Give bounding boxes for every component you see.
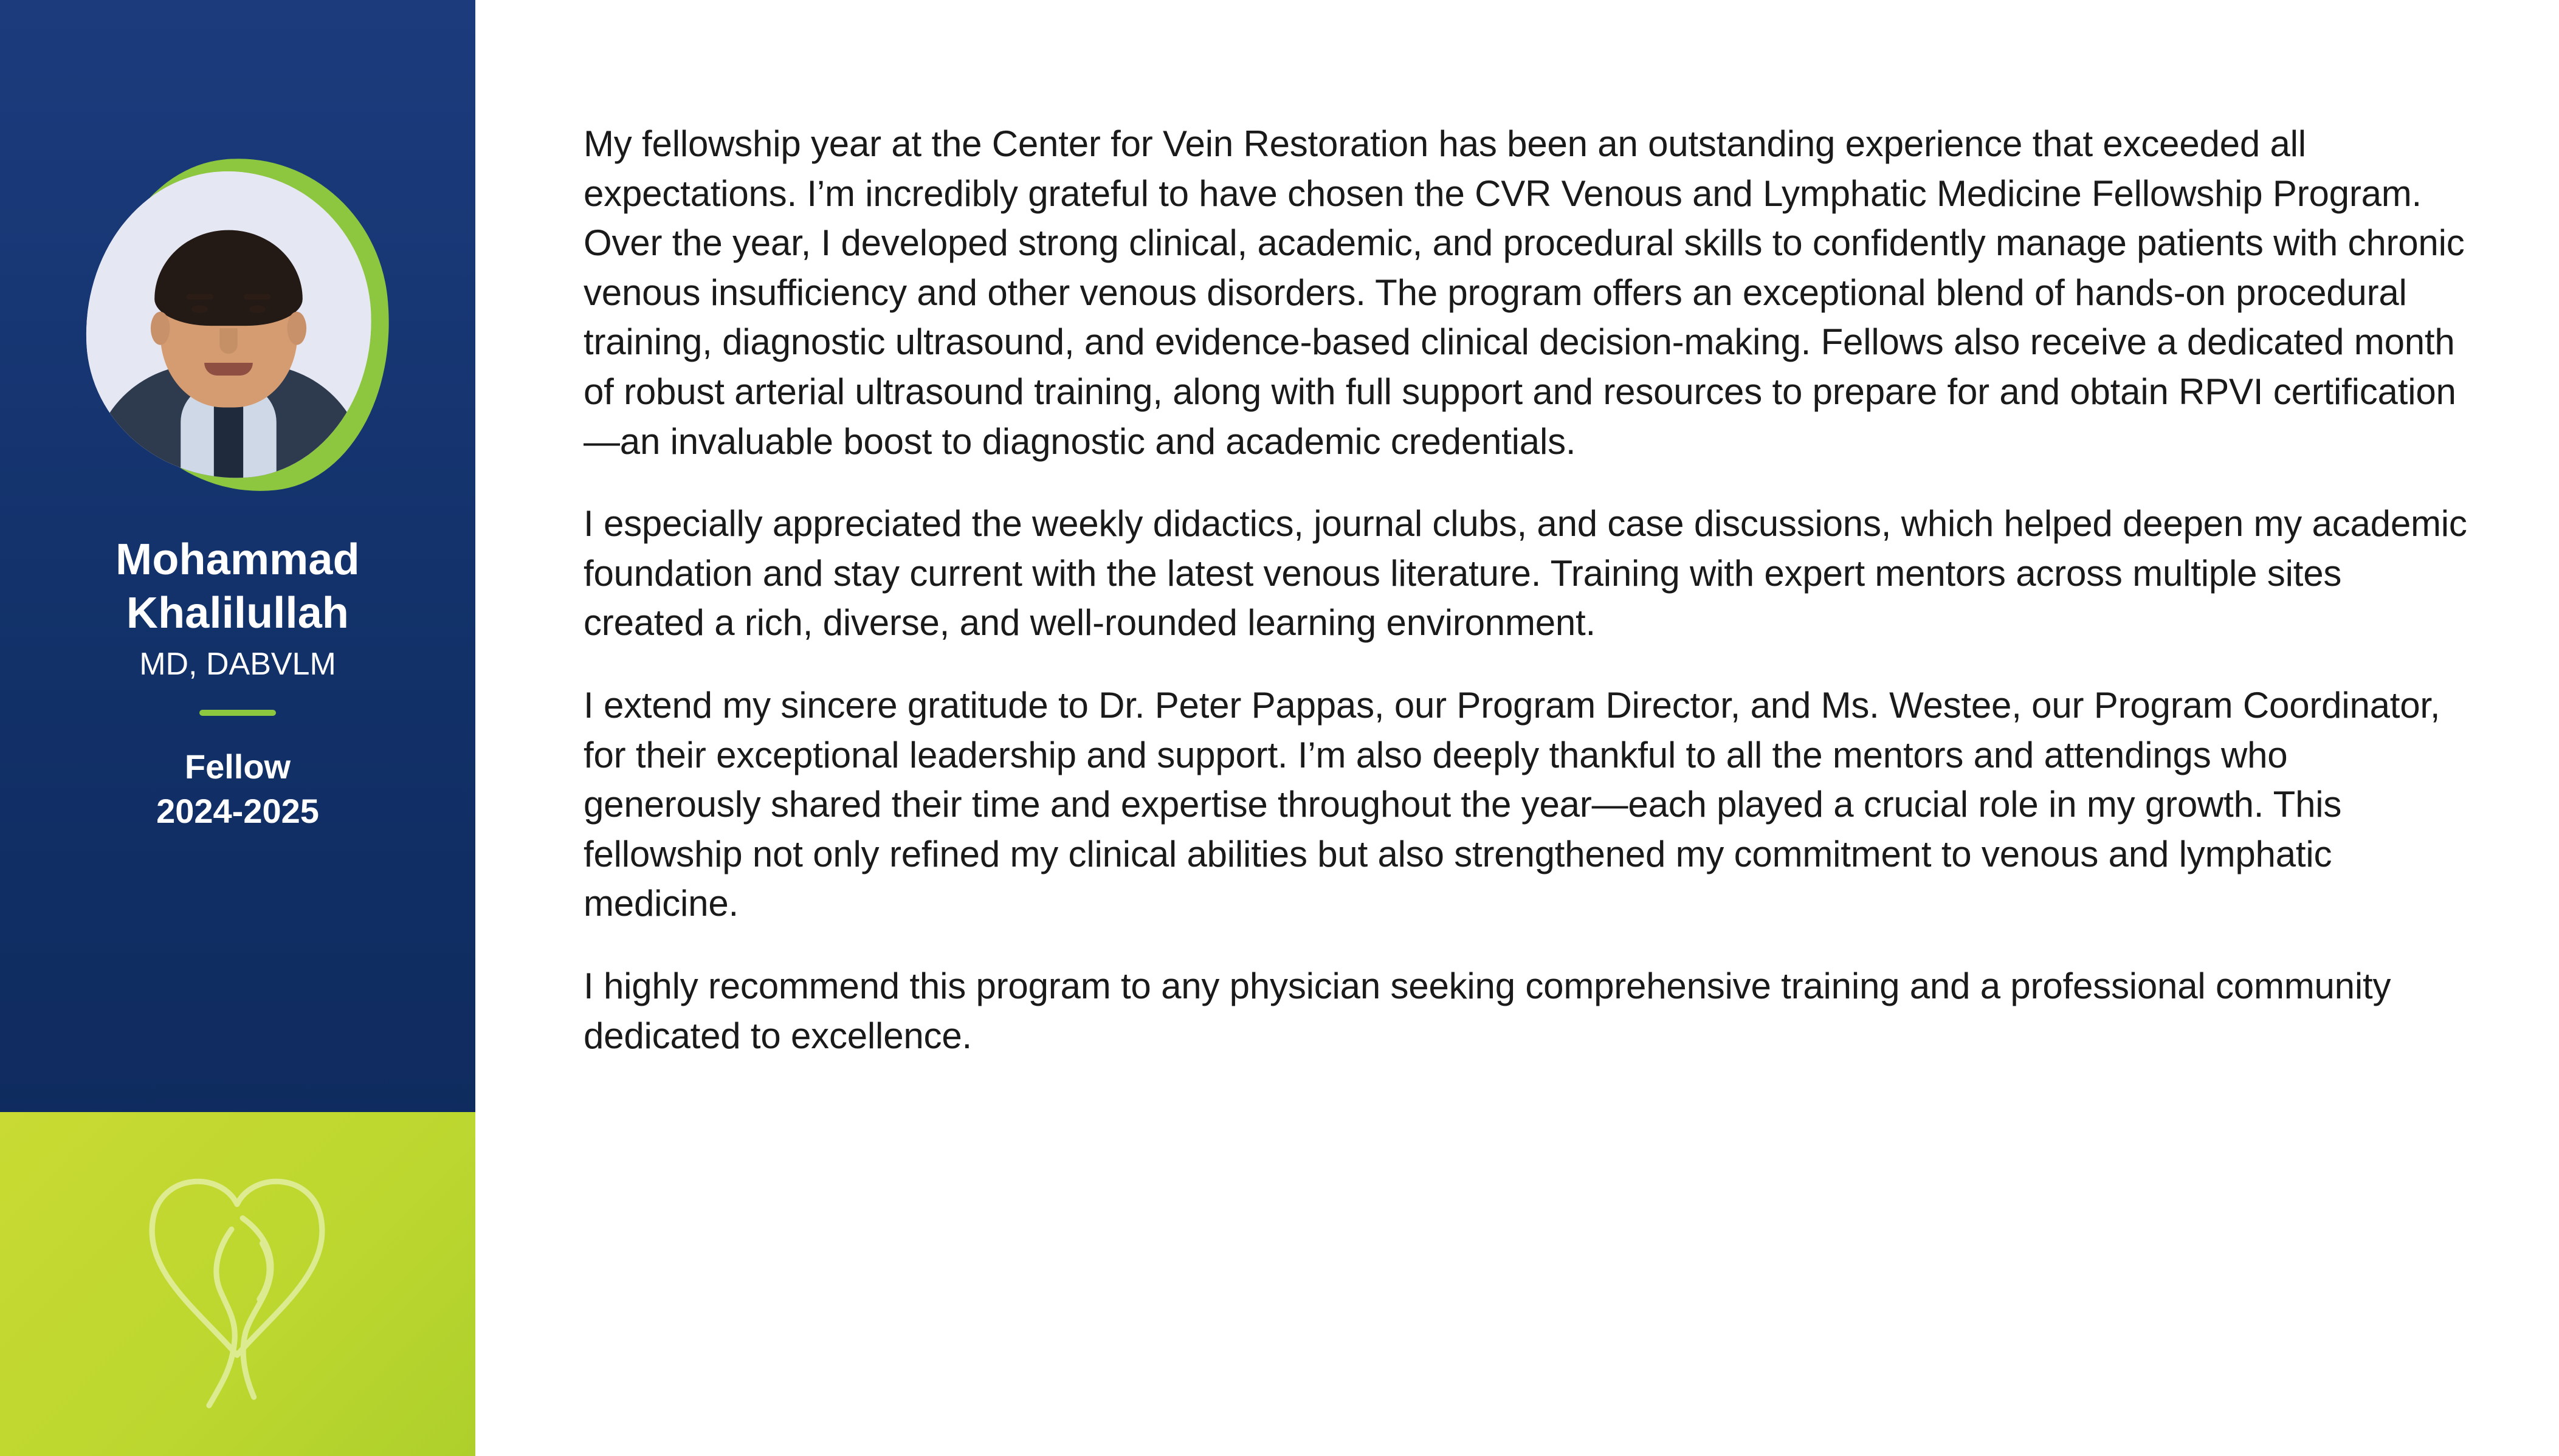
profile-name-line2: Khalilullah	[126, 588, 350, 637]
profile-role: Fellow	[184, 747, 291, 786]
profile-name	[43, 534, 432, 640]
testimonial-body	[475, 0, 2559, 1456]
profile-credentials: MD, DABVLM	[139, 646, 336, 682]
portrait-eye-left	[191, 305, 208, 313]
profile-years: 2024-2025	[156, 791, 319, 830]
cvr-heart-leg-logo-icon	[97, 1142, 377, 1428]
profile-sidebar	[0, 0, 475, 1456]
portrait-ear-right	[288, 312, 306, 345]
avatar	[67, 152, 408, 498]
sidebar-footer	[0, 1112, 475, 1456]
portrait-tie	[214, 400, 243, 486]
testimonial-paragraph: My fellowship year at the Center for Vein Restoration has been an outstanding experience that exceeded all expectations. I’m incredibly grateful to have chosen the CVR Venous and Lymphatic Medicine Fellowship Program. Over the year, I developed strong clinical, academic, and procedural skills to confidently manage patients with chronic venous insufficiency and other venous disorders. The program offers an exceptional blend of hands-on procedural training, diagnostic ultrasound, and evidence-based clinical decision-making. Fellows also receive a dedicated month of robust arterial ultrasound training, along with full support and resources to prepare for and obtain RPVI certification—an invaluable boost to diagnostic and academic credentials.	[584, 123, 2465, 462]
portrait-mouth	[204, 363, 253, 376]
avatar-photo-mask	[78, 164, 379, 486]
portrait-photo	[78, 164, 379, 486]
testimonial-paragraph: I highly recommend this program to any physician seeking comprehensive training and a professional community dedicated to excellence.	[584, 965, 2391, 1056]
testimonial-paragraph: I especially appreciated the weekly didactics, journal clubs, and case discussions, which helped deepen my academic foundation and stay current with the latest venous literature. Training with expert mentors across multiple sites created a rich, diverse, and well-rounded learning environment.	[584, 503, 2467, 644]
portrait-brow-left	[187, 294, 213, 300]
portrait-brow-right	[244, 294, 270, 300]
portrait-eye-right	[249, 305, 266, 313]
testimonial-paragraph: I extend my sincere gratitude to Dr. Peter Pappas, our Program Director, and Ms. Westee, our Program Coordinator, for their exceptional leadership and support. I’m also deeply thankful to all the mentors and attendings who generously shared their time and expertise throughout the year—each played a crucial role in my growth. This fellowship not only refined my clinical abilities but also strengthened my commitment to venous and lymphatic medicine.	[584, 684, 2440, 924]
profile-name-line1: Mohammad	[115, 535, 360, 584]
portrait-ear-left	[151, 312, 170, 345]
portrait-nose	[219, 328, 237, 354]
divider	[199, 710, 276, 716]
